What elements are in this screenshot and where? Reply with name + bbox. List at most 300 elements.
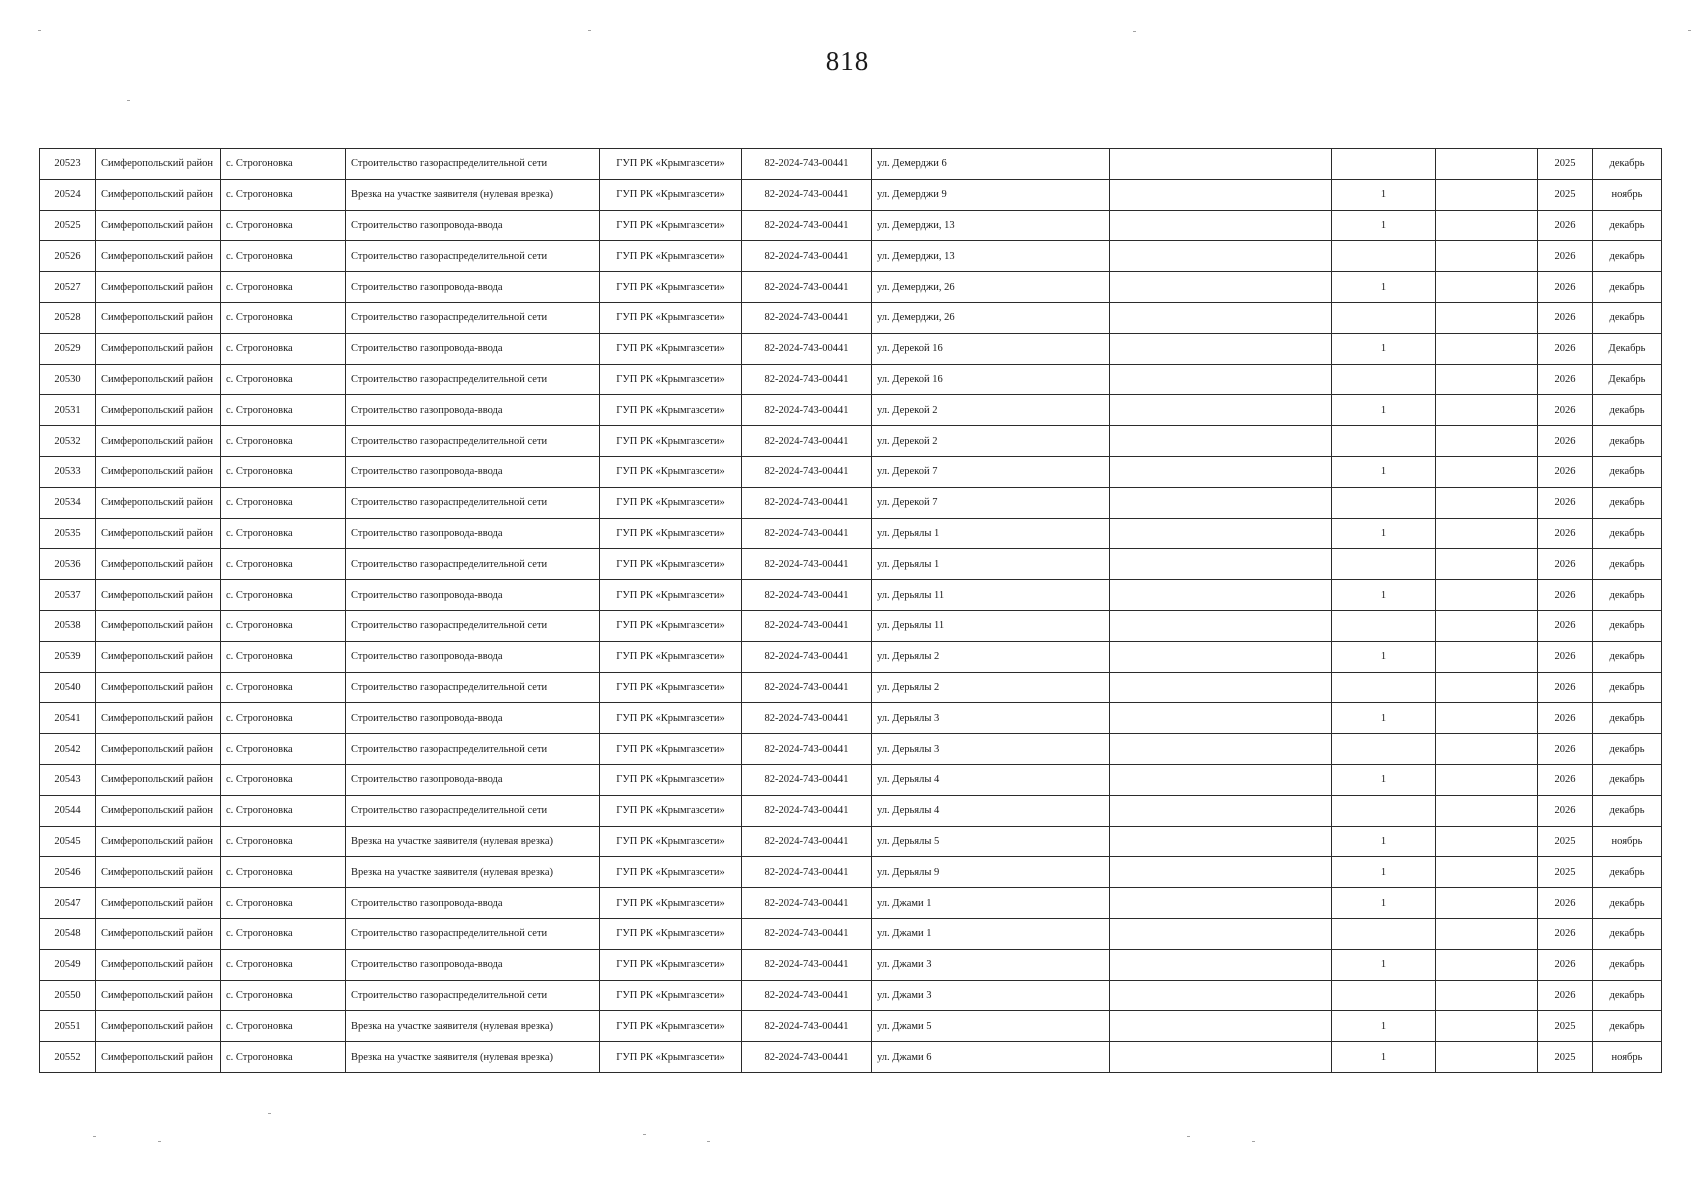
empty-cell [1436, 641, 1538, 672]
organization-cell: ГУП РК «Крымгазсети» [600, 333, 742, 364]
row-number: 20541 [40, 703, 96, 734]
address-cell: ул. Дерьялы 3 [872, 734, 1110, 765]
table-row [40, 149, 1662, 180]
district-cell: Симферопольский район [96, 918, 221, 949]
district-cell: Симферопольский район [96, 518, 221, 549]
month-cell: декабрь [1593, 518, 1662, 549]
month-cell: декабрь [1593, 1011, 1662, 1042]
work-type-cell: Строительство газораспределительной сети [346, 610, 600, 641]
address-cell: ул. Дерьялы 9 [872, 857, 1110, 888]
row-number: 20526 [40, 241, 96, 272]
work-type-cell: Строительство газопровода-ввода [346, 210, 600, 241]
empty-cell [1436, 857, 1538, 888]
row-number: 20523 [40, 149, 96, 180]
month-cell: декабрь [1593, 580, 1662, 611]
year-cell: 2026 [1538, 549, 1593, 580]
quantity-cell: 1 [1332, 1011, 1436, 1042]
quantity-cell [1332, 241, 1436, 272]
year-cell: 2026 [1538, 764, 1593, 795]
year-cell: 2026 [1538, 734, 1593, 765]
address-cell: ул. Дерьялы 5 [872, 826, 1110, 857]
year-cell: 2026 [1538, 888, 1593, 919]
district-cell: Симферопольский район [96, 764, 221, 795]
district-cell: Симферопольский район [96, 549, 221, 580]
address-cell: ул. Джами 1 [872, 888, 1110, 919]
organization-cell: ГУП РК «Крымгазсети» [600, 179, 742, 210]
registration-number-cell: 82-2024-743-00441 [742, 395, 872, 426]
registration-number-cell: 82-2024-743-00441 [742, 610, 872, 641]
quantity-cell [1332, 980, 1436, 1011]
district-cell: Симферопольский район [96, 949, 221, 980]
work-type-cell: Строительство газопровода-ввода [346, 949, 600, 980]
year-cell: 2026 [1538, 672, 1593, 703]
empty-cell [1110, 364, 1332, 395]
organization-cell: ГУП РК «Крымгазсети» [600, 1011, 742, 1042]
organization-cell: ГУП РК «Крымгазсети» [600, 395, 742, 426]
address-cell: ул. Дерьялы 1 [872, 549, 1110, 580]
row-number: 20531 [40, 395, 96, 426]
year-cell: 2026 [1538, 241, 1593, 272]
district-cell: Симферопольский район [96, 703, 221, 734]
empty-cell [1436, 580, 1538, 611]
district-cell: Симферопольский район [96, 395, 221, 426]
registration-number-cell: 82-2024-743-00441 [742, 487, 872, 518]
organization-cell: ГУП РК «Крымгазсети» [600, 149, 742, 180]
empty-cell [1436, 302, 1538, 333]
empty-cell [1436, 795, 1538, 826]
organization-cell: ГУП РК «Крымгазсети» [600, 302, 742, 333]
empty-cell [1110, 302, 1332, 333]
quantity-cell [1332, 610, 1436, 641]
district-cell: Симферопольский район [96, 610, 221, 641]
month-cell: декабрь [1593, 456, 1662, 487]
scan-speck [158, 1141, 161, 1142]
row-number: 20542 [40, 734, 96, 765]
empty-cell [1110, 272, 1332, 303]
month-cell: ноябрь [1593, 826, 1662, 857]
table-row [40, 764, 1662, 795]
year-cell: 2025 [1538, 826, 1593, 857]
organization-cell: ГУП РК «Крымгазсети» [600, 888, 742, 919]
work-type-cell: Строительство газораспределительной сети [346, 672, 600, 703]
row-number: 20540 [40, 672, 96, 703]
registration-number-cell: 82-2024-743-00441 [742, 302, 872, 333]
quantity-cell: 1 [1332, 857, 1436, 888]
year-cell: 2026 [1538, 456, 1593, 487]
quantity-cell: 1 [1332, 949, 1436, 980]
row-number: 20529 [40, 333, 96, 364]
scan-speck [1252, 1141, 1255, 1142]
table-row [40, 302, 1662, 333]
empty-cell [1110, 149, 1332, 180]
organization-cell: ГУП РК «Крымгазсети» [600, 795, 742, 826]
work-type-cell: Врезка на участке заявителя (нулевая врезка) [346, 857, 600, 888]
scan-speck [38, 30, 41, 31]
quantity-cell [1332, 364, 1436, 395]
month-cell: Декабрь [1593, 333, 1662, 364]
address-cell: ул. Демерджи, 26 [872, 302, 1110, 333]
empty-cell [1436, 487, 1538, 518]
registration-number-cell: 82-2024-743-00441 [742, 826, 872, 857]
empty-cell [1110, 703, 1332, 734]
registration-number-cell: 82-2024-743-00441 [742, 703, 872, 734]
work-type-cell: Врезка на участке заявителя (нулевая врезка) [346, 1011, 600, 1042]
empty-cell [1110, 610, 1332, 641]
district-cell: Симферопольский район [96, 826, 221, 857]
table-row [40, 1011, 1662, 1042]
empty-cell [1436, 241, 1538, 272]
year-cell: 2025 [1538, 1011, 1593, 1042]
year-cell: 2025 [1538, 1042, 1593, 1073]
settlement-cell: с. Строгоновка [221, 272, 346, 303]
year-cell: 2026 [1538, 580, 1593, 611]
row-number: 20530 [40, 364, 96, 395]
quantity-cell [1332, 426, 1436, 457]
quantity-cell [1332, 672, 1436, 703]
organization-cell: ГУП РК «Крымгазсети» [600, 210, 742, 241]
district-cell: Симферопольский район [96, 641, 221, 672]
settlement-cell: с. Строгоновка [221, 980, 346, 1011]
district-cell: Симферопольский район [96, 210, 221, 241]
district-cell: Симферопольский район [96, 888, 221, 919]
empty-cell [1110, 1042, 1332, 1073]
row-number: 20528 [40, 302, 96, 333]
work-type-cell: Строительство газораспределительной сети [346, 734, 600, 765]
month-cell: декабрь [1593, 610, 1662, 641]
empty-cell [1110, 641, 1332, 672]
quantity-cell: 1 [1332, 456, 1436, 487]
registry-table [39, 148, 1662, 1073]
organization-cell: ГУП РК «Крымгазсети» [600, 949, 742, 980]
address-cell: ул. Дерьялы 1 [872, 518, 1110, 549]
organization-cell: ГУП РК «Крымгазсети» [600, 641, 742, 672]
year-cell: 2026 [1538, 610, 1593, 641]
registration-number-cell: 82-2024-743-00441 [742, 672, 872, 703]
registration-number-cell: 82-2024-743-00441 [742, 734, 872, 765]
row-number: 20535 [40, 518, 96, 549]
district-cell: Симферопольский район [96, 179, 221, 210]
settlement-cell: с. Строгоновка [221, 826, 346, 857]
organization-cell: ГУП РК «Крымгазсети» [600, 734, 742, 765]
settlement-cell: с. Строгоновка [221, 179, 346, 210]
row-number: 20534 [40, 487, 96, 518]
year-cell: 2026 [1538, 487, 1593, 518]
registration-number-cell: 82-2024-743-00441 [742, 518, 872, 549]
empty-cell [1436, 426, 1538, 457]
work-type-cell: Строительство газораспределительной сети [346, 980, 600, 1011]
settlement-cell: с. Строгоновка [221, 949, 346, 980]
empty-cell [1436, 149, 1538, 180]
address-cell: ул. Дерекой 2 [872, 395, 1110, 426]
month-cell: декабрь [1593, 549, 1662, 580]
registration-number-cell: 82-2024-743-00441 [742, 580, 872, 611]
year-cell: 2026 [1538, 426, 1593, 457]
address-cell: ул. Дерекой 16 [872, 333, 1110, 364]
scan-speck [707, 1141, 710, 1142]
scan-speck [268, 1113, 271, 1114]
settlement-cell: с. Строгоновка [221, 210, 346, 241]
year-cell: 2026 [1538, 333, 1593, 364]
district-cell: Симферопольский район [96, 364, 221, 395]
work-type-cell: Строительство газопровода-ввода [346, 703, 600, 734]
quantity-cell: 1 [1332, 580, 1436, 611]
row-number: 20533 [40, 456, 96, 487]
registration-number-cell: 82-2024-743-00441 [742, 179, 872, 210]
quantity-cell [1332, 302, 1436, 333]
row-number: 20550 [40, 980, 96, 1011]
scan-speck [1133, 31, 1136, 32]
empty-cell [1436, 949, 1538, 980]
quantity-cell [1332, 149, 1436, 180]
empty-cell [1110, 210, 1332, 241]
work-type-cell: Врезка на участке заявителя (нулевая врезка) [346, 179, 600, 210]
table-row [40, 549, 1662, 580]
work-type-cell: Строительство газопровода-ввода [346, 456, 600, 487]
year-cell: 2026 [1538, 272, 1593, 303]
empty-cell [1110, 795, 1332, 826]
month-cell: декабрь [1593, 302, 1662, 333]
table-row [40, 364, 1662, 395]
month-cell: декабрь [1593, 395, 1662, 426]
empty-cell [1110, 857, 1332, 888]
table-row [40, 672, 1662, 703]
table-row [40, 918, 1662, 949]
quantity-cell: 1 [1332, 764, 1436, 795]
work-type-cell: Строительство газопровода-ввода [346, 764, 600, 795]
empty-cell [1436, 672, 1538, 703]
registration-number-cell: 82-2024-743-00441 [742, 272, 872, 303]
month-cell: декабрь [1593, 764, 1662, 795]
work-type-cell: Строительство газораспределительной сети [346, 918, 600, 949]
work-type-cell: Строительство газораспределительной сети [346, 549, 600, 580]
district-cell: Симферопольский район [96, 672, 221, 703]
address-cell: ул. Дерьялы 2 [872, 672, 1110, 703]
table-row [40, 179, 1662, 210]
address-cell: ул. Демерджи 9 [872, 179, 1110, 210]
registration-number-cell: 82-2024-743-00441 [742, 549, 872, 580]
empty-cell [1110, 426, 1332, 457]
month-cell: декабрь [1593, 734, 1662, 765]
district-cell: Симферопольский район [96, 1011, 221, 1042]
registration-number-cell: 82-2024-743-00441 [742, 857, 872, 888]
organization-cell: ГУП РК «Крымгазсети» [600, 703, 742, 734]
address-cell: ул. Дерьялы 11 [872, 610, 1110, 641]
table-row [40, 949, 1662, 980]
quantity-cell: 1 [1332, 179, 1436, 210]
district-cell: Симферопольский район [96, 487, 221, 518]
table-row [40, 333, 1662, 364]
empty-cell [1110, 764, 1332, 795]
year-cell: 2026 [1538, 918, 1593, 949]
empty-cell [1436, 918, 1538, 949]
scan-speck [643, 1134, 646, 1135]
month-cell: декабрь [1593, 426, 1662, 457]
organization-cell: ГУП РК «Крымгазсети» [600, 980, 742, 1011]
page-number: 818 [825, 46, 870, 76]
month-cell: декабрь [1593, 487, 1662, 518]
scan-speck [1688, 30, 1691, 31]
registration-number-cell: 82-2024-743-00441 [742, 426, 872, 457]
district-cell: Симферопольский район [96, 857, 221, 888]
settlement-cell: с. Строгоновка [221, 795, 346, 826]
registration-number-cell: 82-2024-743-00441 [742, 241, 872, 272]
table-row [40, 857, 1662, 888]
month-cell: ноябрь [1593, 179, 1662, 210]
address-cell: ул. Демерджи, 26 [872, 272, 1110, 303]
table-row [40, 241, 1662, 272]
address-cell: ул. Дерьялы 4 [872, 795, 1110, 826]
table-row [40, 426, 1662, 457]
address-cell: ул. Джами 6 [872, 1042, 1110, 1073]
empty-cell [1436, 333, 1538, 364]
settlement-cell: с. Строгоновка [221, 888, 346, 919]
empty-cell [1110, 518, 1332, 549]
district-cell: Симферопольский район [96, 734, 221, 765]
district-cell: Симферопольский район [96, 149, 221, 180]
empty-cell [1436, 826, 1538, 857]
organization-cell: ГУП РК «Крымгазсети» [600, 364, 742, 395]
month-cell: декабрь [1593, 703, 1662, 734]
settlement-cell: с. Строгоновка [221, 918, 346, 949]
table-row [40, 518, 1662, 549]
empty-cell [1110, 980, 1332, 1011]
address-cell: ул. Дерекой 16 [872, 364, 1110, 395]
registration-number-cell: 82-2024-743-00441 [742, 149, 872, 180]
address-cell: ул. Демерджи, 13 [872, 241, 1110, 272]
table-row [40, 734, 1662, 765]
work-type-cell: Строительство газопровода-ввода [346, 641, 600, 672]
row-number: 20524 [40, 179, 96, 210]
address-cell: ул. Демерджи 6 [872, 149, 1110, 180]
address-cell: ул. Джами 5 [872, 1011, 1110, 1042]
empty-cell [1436, 518, 1538, 549]
registration-number-cell: 82-2024-743-00441 [742, 1011, 872, 1042]
row-number: 20538 [40, 610, 96, 641]
address-cell: ул. Дерьялы 3 [872, 703, 1110, 734]
row-number: 20539 [40, 641, 96, 672]
registration-number-cell: 82-2024-743-00441 [742, 1042, 872, 1073]
work-type-cell: Строительство газораспределительной сети [346, 426, 600, 457]
month-cell: декабрь [1593, 672, 1662, 703]
quantity-cell: 1 [1332, 641, 1436, 672]
work-type-cell: Строительство газопровода-ввода [346, 888, 600, 919]
organization-cell: ГУП РК «Крымгазсети» [600, 426, 742, 457]
empty-cell [1110, 734, 1332, 765]
organization-cell: ГУП РК «Крымгазсети» [600, 764, 742, 795]
scan-speck [588, 30, 591, 31]
year-cell: 2026 [1538, 980, 1593, 1011]
registration-number-cell: 82-2024-743-00441 [742, 210, 872, 241]
quantity-cell [1332, 734, 1436, 765]
month-cell: декабрь [1593, 918, 1662, 949]
month-cell: Декабрь [1593, 364, 1662, 395]
year-cell: 2026 [1538, 302, 1593, 333]
settlement-cell: с. Строгоновка [221, 333, 346, 364]
registration-number-cell: 82-2024-743-00441 [742, 364, 872, 395]
month-cell: декабрь [1593, 149, 1662, 180]
year-cell: 2026 [1538, 949, 1593, 980]
district-cell: Симферопольский район [96, 456, 221, 487]
quantity-cell: 1 [1332, 703, 1436, 734]
table-row [40, 395, 1662, 426]
row-number: 20544 [40, 795, 96, 826]
month-cell: декабрь [1593, 949, 1662, 980]
settlement-cell: с. Строгоновка [221, 426, 346, 457]
table-row [40, 641, 1662, 672]
empty-cell [1436, 395, 1538, 426]
quantity-cell: 1 [1332, 888, 1436, 919]
organization-cell: ГУП РК «Крымгазсети» [600, 518, 742, 549]
table-row [40, 888, 1662, 919]
quantity-cell: 1 [1332, 826, 1436, 857]
month-cell: декабрь [1593, 641, 1662, 672]
work-type-cell: Строительство газораспределительной сети [346, 302, 600, 333]
registration-number-cell: 82-2024-743-00441 [742, 980, 872, 1011]
table-row [40, 272, 1662, 303]
month-cell: декабрь [1593, 888, 1662, 919]
quantity-cell: 1 [1332, 272, 1436, 303]
address-cell: ул. Дерьялы 2 [872, 641, 1110, 672]
month-cell: ноябрь [1593, 1042, 1662, 1073]
address-cell: ул. Дерекой 7 [872, 487, 1110, 518]
quantity-cell: 1 [1332, 210, 1436, 241]
row-number: 20527 [40, 272, 96, 303]
empty-cell [1436, 734, 1538, 765]
settlement-cell: с. Строгоновка [221, 395, 346, 426]
quantity-cell [1332, 487, 1436, 518]
organization-cell: ГУП РК «Крымгазсети» [600, 857, 742, 888]
settlement-cell: с. Строгоновка [221, 672, 346, 703]
month-cell: декабрь [1593, 210, 1662, 241]
settlement-cell: с. Строгоновка [221, 518, 346, 549]
settlement-cell: с. Строгоновка [221, 1042, 346, 1073]
settlement-cell: с. Строгоновка [221, 580, 346, 611]
settlement-cell: с. Строгоновка [221, 641, 346, 672]
quantity-cell [1332, 795, 1436, 826]
empty-cell [1436, 456, 1538, 487]
row-number: 20546 [40, 857, 96, 888]
table-row [40, 487, 1662, 518]
district-cell: Симферопольский район [96, 272, 221, 303]
row-number: 20543 [40, 764, 96, 795]
district-cell: Симферопольский район [96, 302, 221, 333]
registration-number-cell: 82-2024-743-00441 [742, 795, 872, 826]
empty-cell [1436, 210, 1538, 241]
address-cell: ул. Дерекой 7 [872, 456, 1110, 487]
settlement-cell: с. Строгоновка [221, 364, 346, 395]
quantity-cell [1332, 918, 1436, 949]
work-type-cell: Строительство газораспределительной сети [346, 241, 600, 272]
month-cell: декабрь [1593, 241, 1662, 272]
registration-number-cell: 82-2024-743-00441 [742, 333, 872, 364]
quantity-cell: 1 [1332, 518, 1436, 549]
empty-cell [1110, 241, 1332, 272]
scan-speck [127, 100, 130, 101]
empty-cell [1110, 456, 1332, 487]
district-cell: Симферопольский район [96, 333, 221, 364]
empty-cell [1110, 179, 1332, 210]
organization-cell: ГУП РК «Крымгазсети» [600, 826, 742, 857]
quantity-cell: 1 [1332, 1042, 1436, 1073]
work-type-cell: Строительство газопровода-ввода [346, 395, 600, 426]
empty-cell [1110, 1011, 1332, 1042]
table-body [40, 149, 1662, 1073]
row-number: 20545 [40, 826, 96, 857]
table-row [40, 1042, 1662, 1073]
settlement-cell: с. Строгоновка [221, 149, 346, 180]
empty-cell [1436, 549, 1538, 580]
district-cell: Симферопольский район [96, 241, 221, 272]
